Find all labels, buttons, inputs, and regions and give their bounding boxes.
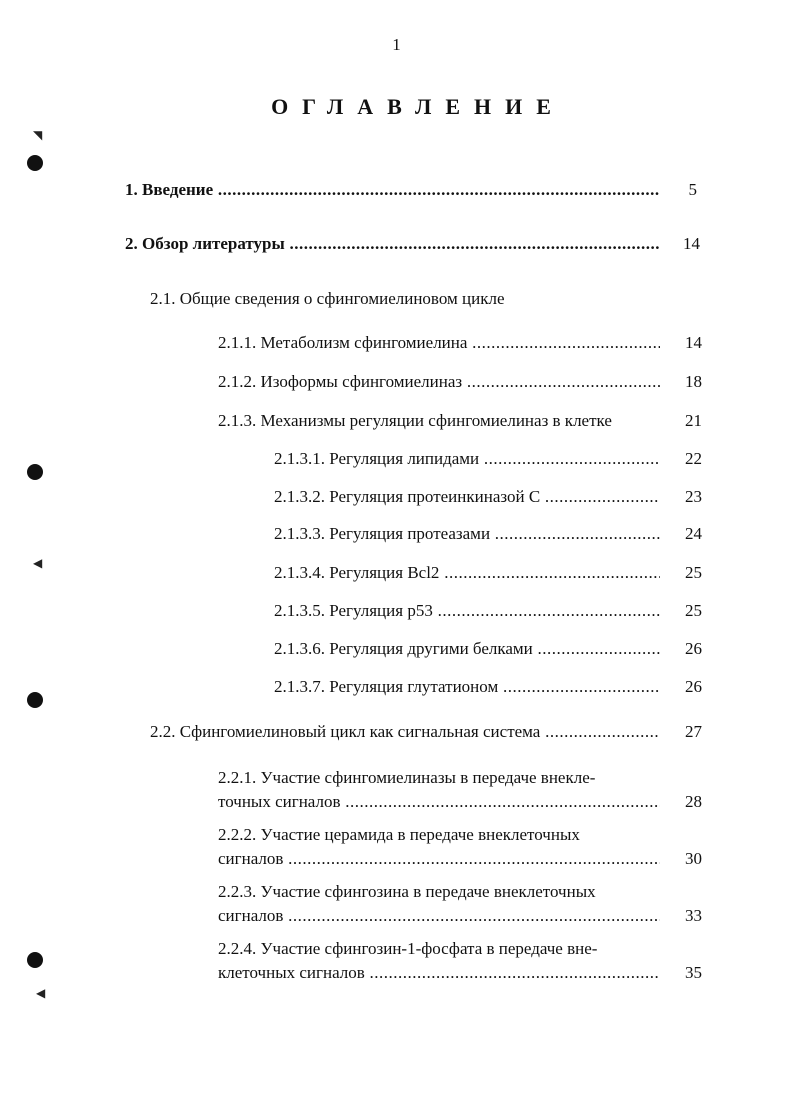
toc-entry-text-line1: 2.2.4. Участие сфингозин-1-фосфата в передаче вне- [218, 939, 598, 958]
toc-entry-text: сигналов ..... [218, 904, 660, 928]
toc-entry-text-line1: 2.2.1. Участие сфингомиелиназы в передаче внекле- [218, 768, 596, 787]
toc-entry-page: 22 [685, 449, 702, 468]
toc-entry-text: 1. Введение ..... [125, 178, 660, 202]
toc-entry-text: 2.1.3.2. Регуляция протеинкиназой С ..... [274, 485, 660, 509]
toc-entry-text: точных сигналов ..... [218, 790, 660, 814]
toc-entry[interactable] [0, 287, 793, 311]
toc-entry-page: 21 [685, 411, 702, 430]
toc-entry[interactable] [0, 409, 793, 433]
scan-speck: ◀ [33, 556, 43, 570]
toc-entry-page: 26 [685, 639, 702, 658]
toc-entry-page: 33 [685, 906, 702, 925]
toc-entry[interactable] [0, 720, 793, 744]
toc-entry[interactable] [0, 675, 793, 699]
toc-entry-text: 2.1. Общие сведения о сфингомиелиновом цикле [150, 289, 505, 308]
toc-entry[interactable] [0, 599, 793, 623]
scan-speck: ◀ [36, 986, 46, 1000]
toc-entry-page: 18 [685, 372, 702, 391]
toc-entry[interactable] [0, 766, 793, 816]
toc-entry[interactable] [0, 561, 793, 585]
toc-entry-text: 2.1.3. Механизмы регуляции сфингомиелиназ в клетке [218, 411, 612, 430]
toc-entry-text: 2.1.3.4. Регуляция Bcl2 ..... [274, 561, 660, 585]
toc-entry-page: 35 [685, 963, 702, 982]
toc-entry-text: 2.1.3.6. Регуляция другими белками ..... [274, 637, 660, 661]
toc-entry[interactable] [0, 937, 793, 987]
toc-entry-page: 28 [685, 792, 702, 811]
toc-entry-text: 2.1.3.5. Регуляция p53 ..... [274, 599, 660, 623]
toc-entry[interactable] [0, 447, 793, 471]
toc-entry-text: 2.1.3.3. Регуляция протеазами ..... [274, 522, 660, 546]
toc-entry-text: сигналов ..... [218, 847, 660, 871]
toc-entry[interactable] [0, 880, 793, 930]
toc-entry[interactable] [0, 522, 793, 546]
toc-entry-text-line1: 2.2.2. Участие церамида в передаче внеклеточных [218, 825, 580, 844]
toc-entry[interactable] [0, 178, 793, 202]
toc-entry-page: 23 [685, 487, 702, 506]
toc-entry-page: 5 [688, 180, 697, 199]
toc-entry[interactable] [0, 485, 793, 509]
scan-speck: ◥ [33, 128, 43, 142]
toc-entry-text-line1: 2.2.3. Участие сфингозина в передаче внеклеточных [218, 882, 596, 901]
toc-entry[interactable] [0, 370, 793, 394]
toc-entry-page: 27 [685, 722, 702, 741]
toc-entry[interactable] [0, 823, 793, 873]
toc-entry-page: 14 [683, 234, 700, 253]
toc-entry-page: 25 [685, 601, 702, 620]
toc-entry-text: 2.1.2. Изоформы сфингомиелиназ ..... [218, 370, 660, 394]
toc-entry-text: 2.1.1. Метаболизм сфингомиелина ..... [218, 331, 660, 355]
binding-hole-mark [27, 155, 43, 171]
toc-entry[interactable] [0, 232, 793, 256]
toc-entry-page: 14 [685, 333, 702, 352]
toc-entry-text: клеточных сигналов ..... [218, 961, 660, 985]
toc-entry-page: 24 [685, 524, 702, 543]
toc-entry-text: 2. Обзор литературы ..... [125, 232, 660, 256]
toc-entry[interactable] [0, 331, 793, 355]
toc-entry-page: 30 [685, 849, 702, 868]
toc-entry-text: 2.2. Сфингомиелиновый цикл как сигнальная система ..... [150, 720, 660, 744]
page-number: 1 [392, 35, 401, 54]
page-title: ОГЛАВЛЕНИЕ [271, 94, 565, 119]
toc-entry[interactable] [0, 637, 793, 661]
toc-entry-text: 2.1.3.1. Регуляция липидами ..... [274, 447, 660, 471]
toc-entry-text: 2.1.3.7. Регуляция глутатионом ..... [274, 675, 660, 699]
toc-entry-page: 25 [685, 563, 702, 582]
toc-entry-page: 26 [685, 677, 702, 696]
